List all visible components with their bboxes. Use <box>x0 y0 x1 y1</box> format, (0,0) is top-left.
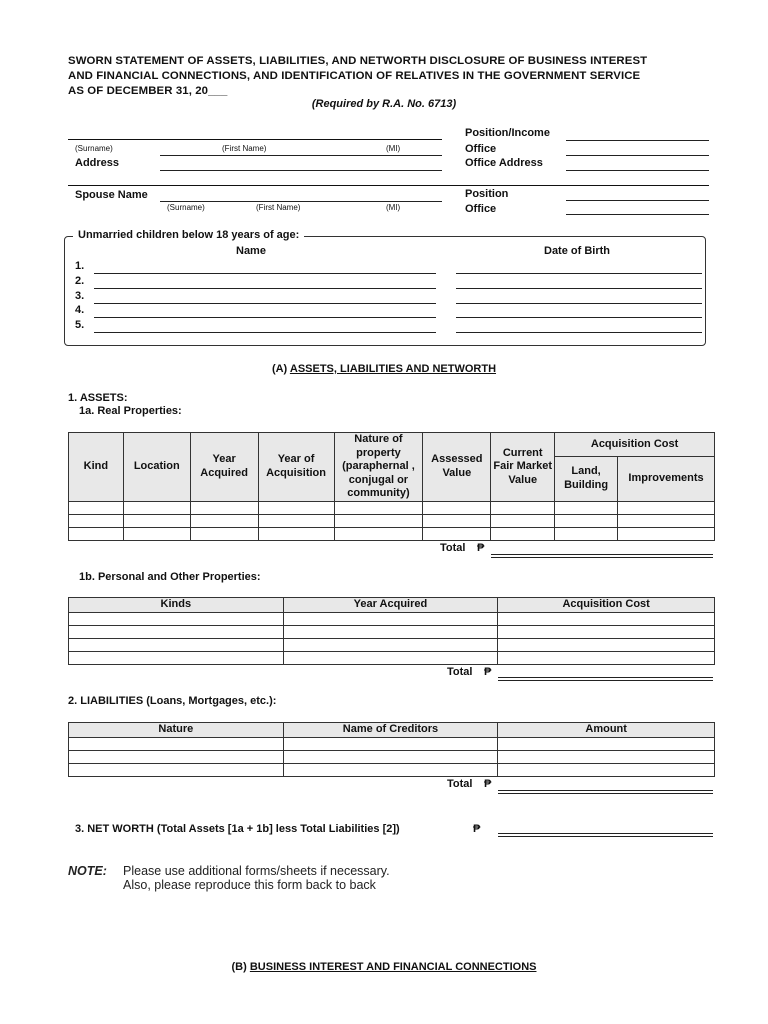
table-cell[interactable] <box>555 501 618 514</box>
child-name-field[interactable] <box>94 317 436 318</box>
child-dob-field[interactable] <box>456 288 702 289</box>
header-nature: Nature <box>69 723 284 738</box>
table-row <box>69 638 715 651</box>
table-cell[interactable] <box>123 514 190 527</box>
child-row-number: 1. <box>75 260 85 272</box>
position-income-label: Position/Income <box>465 127 550 139</box>
table-cell[interactable] <box>498 638 715 651</box>
children-name-header: Name <box>236 245 266 257</box>
note-block <box>68 864 390 892</box>
table-cell[interactable] <box>491 514 555 527</box>
header-amount: Amount <box>498 723 715 738</box>
office-address-field[interactable] <box>566 170 709 171</box>
table-cell[interactable] <box>190 527 258 540</box>
table-row <box>69 527 715 540</box>
spouse-mi-caption: (MI) <box>386 203 401 212</box>
child-dob-field[interactable] <box>456 273 702 274</box>
table-cell[interactable] <box>69 638 284 651</box>
spouse-office-label: Office <box>465 203 497 215</box>
table-cell[interactable] <box>190 501 258 514</box>
table-cell[interactable] <box>498 750 715 763</box>
header-improvements: Improvements <box>618 456 715 501</box>
table-cell[interactable] <box>283 638 498 651</box>
header-land-building: Land, Building <box>555 456 618 501</box>
child-row-number: 5. <box>75 319 85 331</box>
title-line-1: SWORN STATEMENT OF ASSETS, LIABILITIES, AND NETWORTH DISCLOSURE OF BUSINESS INTEREST <box>68 55 648 67</box>
child-name-field[interactable] <box>94 288 436 289</box>
table-cell[interactable] <box>69 737 284 750</box>
table-cell[interactable] <box>69 514 124 527</box>
liabilities-total-label: Total <box>447 778 473 790</box>
child-name-field[interactable] <box>94 303 436 304</box>
peso-sign: ₱ <box>484 778 492 790</box>
table-cell[interactable] <box>498 651 715 664</box>
title-line-3: AS OF DECEMBER 31, 20___ <box>68 85 228 97</box>
personal-properties-label: 1b. Personal and Other Properties: <box>79 571 261 583</box>
liabilities-total-field[interactable] <box>498 790 713 791</box>
child-dob-field[interactable] <box>456 332 702 333</box>
address-label: Address <box>75 157 120 169</box>
header-name-of-creditors: Name of Creditors <box>283 723 498 738</box>
mi-caption: (MI) <box>386 144 401 153</box>
table-cell[interactable] <box>69 763 284 776</box>
table-cell[interactable] <box>334 501 423 514</box>
table-cell[interactable] <box>618 501 715 514</box>
section-a-heading <box>0 363 768 375</box>
liabilities-table <box>68 722 715 777</box>
table-cell[interactable] <box>69 750 284 763</box>
header-kind: Kind <box>69 433 124 502</box>
table-cell[interactable] <box>423 527 491 540</box>
personal-total-field[interactable] <box>498 677 713 678</box>
header-assessed-value: Assessed Value <box>423 433 491 502</box>
child-row-number: 3. <box>75 290 85 302</box>
table-cell[interactable] <box>618 527 715 540</box>
header-current-fair-market-value: Current Fair Market Value <box>491 433 555 502</box>
table-cell[interactable] <box>190 514 258 527</box>
first-name-caption: (First Name) <box>222 144 267 153</box>
peso-sign: ₱ <box>477 542 485 554</box>
spouse-first-name-caption: (First Name) <box>256 203 301 212</box>
table-cell[interactable] <box>498 737 715 750</box>
table-cell[interactable] <box>69 612 284 625</box>
table-row <box>69 501 715 514</box>
table-cell[interactable] <box>258 514 334 527</box>
table-cell[interactable] <box>334 514 423 527</box>
note-line-1: Please use additional forms/sheets if necessary. <box>123 864 390 878</box>
table-row <box>69 737 715 750</box>
table-row <box>69 763 715 776</box>
table-cell[interactable] <box>334 527 423 540</box>
table-cell[interactable] <box>69 501 124 514</box>
title-line-2: AND FINANCIAL CONNECTIONS, AND IDENTIFICATION OF RELATIVES IN THE GOVERNMENT SERVICE <box>68 70 641 82</box>
table-cell[interactable] <box>283 625 498 638</box>
header-nature-of-property: Nature of property (paraphernal , conjugal or community) <box>334 433 423 502</box>
declarant-name-line[interactable] <box>68 139 442 140</box>
children-box <box>64 229 706 346</box>
spouse-office-field[interactable] <box>566 214 709 215</box>
child-name-field[interactable] <box>94 332 436 333</box>
office-address-label: Office Address <box>465 157 543 169</box>
table-cell[interactable] <box>283 612 498 625</box>
table-cell[interactable] <box>498 612 715 625</box>
section-a-prefix: (A) <box>271 363 290 375</box>
net-worth-field[interactable] <box>498 833 713 834</box>
real-total-double-line <box>491 557 713 558</box>
net-worth-formula: (Total Assets [1a + 1b] less Total Liabilities [2]) <box>156 823 400 835</box>
real-properties-table <box>68 432 715 541</box>
address-field[interactable] <box>160 170 442 171</box>
table-cell[interactable] <box>423 514 491 527</box>
note-key: NOTE: <box>68 864 107 878</box>
table-cell[interactable] <box>69 625 284 638</box>
header-year-of-acquisition: Year of Acquisition <box>258 433 334 502</box>
table-cell[interactable] <box>69 651 284 664</box>
table-cell[interactable] <box>491 527 555 540</box>
child-row-number: 2. <box>75 275 85 287</box>
table-cell[interactable] <box>283 750 498 763</box>
liabilities-total-double-line <box>498 793 713 794</box>
child-name-field[interactable] <box>94 273 436 274</box>
header-year-acquired: Year Acquired <box>190 433 258 502</box>
surname-caption: (Surname) <box>75 144 113 153</box>
table-cell[interactable] <box>69 527 124 540</box>
peso-sign: ₱ <box>473 823 481 835</box>
personal-total-label: Total <box>447 666 473 678</box>
section-b-prefix: (B) <box>231 961 250 973</box>
table-row <box>69 514 715 527</box>
note-line-2: Also, please reproduce this form back to back <box>123 878 376 892</box>
header-acquisition-cost: Acquisition Cost <box>498 598 715 613</box>
table-cell[interactable] <box>283 763 498 776</box>
child-dob-field[interactable] <box>456 317 702 318</box>
child-dob-field[interactable] <box>456 303 702 304</box>
divider-line <box>68 185 709 186</box>
table-row <box>69 750 715 763</box>
children-dob-header: Date of Birth <box>544 245 610 257</box>
spouse-name-label: Spouse Name <box>75 189 148 201</box>
spouse-surname-caption: (Surname) <box>167 203 205 212</box>
table-row <box>69 651 715 664</box>
table-cell[interactable] <box>258 527 334 540</box>
real-total-label: Total <box>440 542 466 554</box>
liabilities-label: 2. LIABILITIES (Loans, Mortgages, etc.): <box>68 695 277 707</box>
table-cell[interactable] <box>498 763 715 776</box>
section-b-heading <box>0 961 768 973</box>
table-cell[interactable] <box>283 737 498 750</box>
section-a-title: ASSETS, LIABILITIES AND NETWORTH <box>289 363 497 375</box>
spouse-name-field[interactable] <box>160 201 442 202</box>
assets-label: 1. ASSETS: <box>68 392 128 404</box>
net-worth-label: 3. NET WORTH <box>75 823 154 835</box>
table-row <box>69 625 715 638</box>
header-acquisition-cost: Acquisition Cost <box>555 433 715 457</box>
net-worth-double-line <box>498 836 713 837</box>
header-location: Location <box>123 433 190 502</box>
position-income-field[interactable] <box>566 140 709 141</box>
peso-sign: ₱ <box>484 666 492 678</box>
real-properties-label: 1a. Real Properties: <box>79 405 182 417</box>
form-subtitle: (Required by R.A. No. 6713) <box>311 98 457 110</box>
child-row-number: 4. <box>75 304 85 316</box>
spouse-position-label: Position <box>465 188 509 200</box>
real-total-field[interactable] <box>491 554 713 555</box>
table-cell[interactable] <box>618 514 715 527</box>
table-cell[interactable] <box>498 625 715 638</box>
office-field[interactable] <box>566 155 709 156</box>
table-row <box>69 612 715 625</box>
header-kinds: Kinds <box>69 598 284 613</box>
table-cell[interactable] <box>283 651 498 664</box>
form-title <box>68 54 702 99</box>
section-b-title: BUSINESS INTEREST AND FINANCIAL CONNECTIONS <box>249 961 537 973</box>
declarant-name-underline[interactable] <box>160 155 442 156</box>
personal-total-double-line <box>498 680 713 681</box>
table-cell[interactable] <box>555 527 618 540</box>
children-legend: Unmarried children below 18 years of age: <box>73 229 304 241</box>
personal-properties-table <box>68 597 715 665</box>
table-cell[interactable] <box>123 527 190 540</box>
table-cell[interactable] <box>555 514 618 527</box>
table-cell[interactable] <box>491 501 555 514</box>
table-cell[interactable] <box>123 501 190 514</box>
table-cell[interactable] <box>258 501 334 514</box>
spouse-position-field[interactable] <box>566 200 709 201</box>
office-label: Office <box>465 143 497 155</box>
table-cell[interactable] <box>423 501 491 514</box>
net-worth-row <box>75 823 400 835</box>
header-year-acquired: Year Acquired <box>283 598 498 613</box>
